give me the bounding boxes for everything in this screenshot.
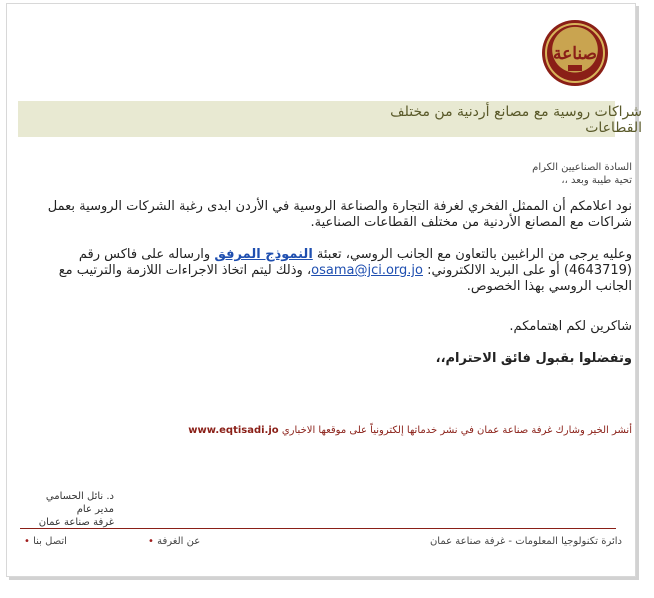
paragraph-3: شاكرين لكم اهتمامكم.: [509, 319, 632, 334]
closing-line: وتفضلوا بقبول فائق الاحترام،،: [435, 351, 632, 366]
paragraph-2-text-a: وعليه يرجى من الراغبين بالتعاون مع الجانب الروسي، تعبئة: [312, 247, 632, 262]
promo-text: أنشر الخير وشارك غرفة صناعة عمان في نشر خدماتها إلكترونياً على موقعها الاخباري: [281, 425, 632, 436]
footer-divider: [20, 528, 616, 529]
paragraph-1: نود اعلامكم أن الممثل الفخري لغرفة التجارة والصناعة الروسية في الأردن ابدى رغبة الشركات الروسية بعمل شراكات مع المصانع الأردنية من مختلف القطاعات الصناعية.: [47, 199, 632, 230]
bullet-icon: •: [24, 536, 30, 547]
bullet-icon: •: [148, 536, 154, 547]
chamber-logo: [542, 20, 608, 86]
contact-label: اتصل بنا: [33, 536, 67, 547]
paragraph-2: [42, 247, 632, 295]
logo-text: صناعة: [552, 44, 597, 64]
promo-line: [188, 425, 632, 436]
logo-badge: [568, 65, 582, 71]
signature-org: غرفة صناعة عمان: [38, 517, 114, 528]
attached-form-link[interactable]: النموذج المرفق: [214, 247, 313, 262]
signature-title: مدير عام: [76, 504, 114, 515]
paragraph-2-text-b: وارساله على فاكس رقم (4643719) أو على البريد الالكتروني:: [78, 247, 632, 278]
footer-about-link[interactable]: [148, 536, 200, 547]
email-link[interactable]: osama@jci.org.jo: [311, 263, 423, 278]
about-label: عن الغرفة: [157, 536, 201, 547]
promo-site-link[interactable]: www.eqtisadi.jo: [188, 425, 279, 436]
greeting-line-1: السادة الصناعيين الكرام: [532, 162, 632, 173]
footer-department: دائرة تكنولوجيا المعلومات - غرفة صناعة عمان: [429, 536, 622, 547]
footer-contact-link[interactable]: [24, 536, 67, 547]
signature-name: د. نائل الحسامي: [45, 491, 114, 502]
banner-title: شراكات روسية مع مصانع أردنية من مختلف القطاعات: [390, 104, 642, 136]
paragraph-2-text-c: ، وذلك ليتم اتخاذ الاجراءات اللازمة والترتيب مع الجانب الروسي بهذا الخصوص.: [58, 263, 632, 294]
greeting-line-2: تحية طيبة وبعد ،،: [561, 175, 632, 186]
